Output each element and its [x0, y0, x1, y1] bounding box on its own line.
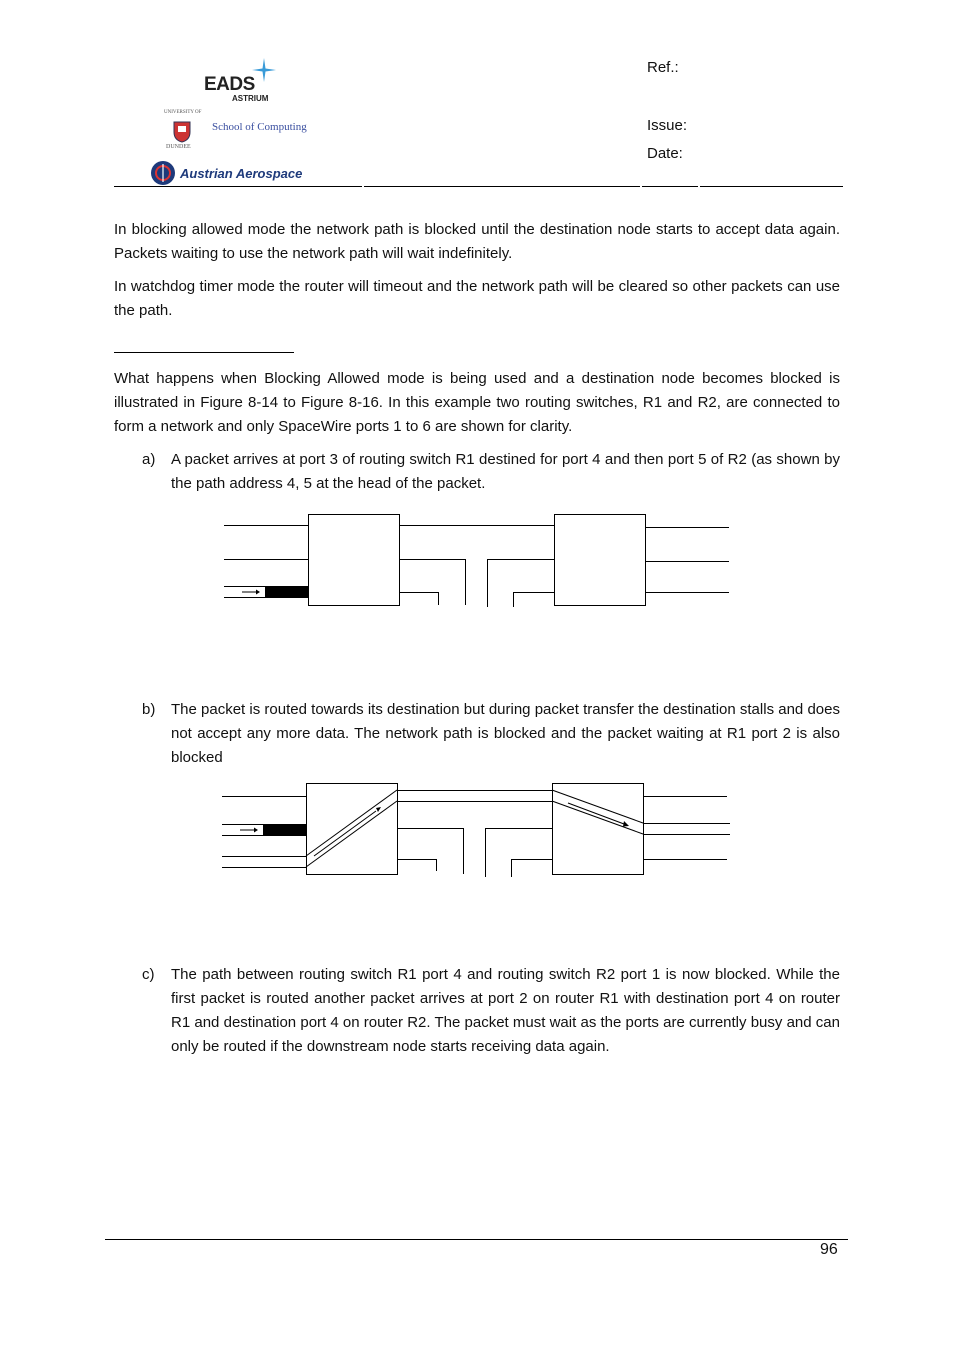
dundee-univ-text: UNIVERSITY OF: [164, 110, 202, 115]
port-line: [486, 829, 553, 878]
date-label: Date:: [647, 145, 683, 162]
footer-rule: [105, 1239, 848, 1240]
paragraph-blocking-allowed: In blocking allowed mode the network path is blocked until the destination node starts to accept data again. Packets waiting to use the network path will wait indefinitely.: [114, 221, 840, 262]
header-rule: [364, 186, 640, 187]
austrian-globe-icon: [150, 160, 176, 186]
packet-head: [263, 824, 306, 836]
router-r1-box: [307, 784, 398, 875]
port-line: [512, 860, 553, 878]
list-marker: a): [142, 451, 156, 468]
port-line: [400, 560, 466, 606]
austrian-aerospace-logo: [150, 160, 340, 186]
header-rule: [114, 186, 362, 187]
eads-astrium-logo: [200, 56, 280, 106]
paragraph-watchdog: In watchdog timer mode the router will timeout and the network path will be cleared so other packets can use the path.: [114, 278, 840, 319]
router-r2-box: [555, 515, 646, 606]
list-marker: c): [142, 966, 155, 983]
ref-label: Ref.:: [647, 59, 679, 76]
dundee-crest-icon: [172, 120, 192, 142]
arrow-head-icon: [623, 821, 629, 827]
paragraph-illustration: What happens when Blocking Allowed mode is being used and a destination node becomes blocked is illustrated in Figure 8-14 to Figure 8-16. In this example two routing switches, R1 and R2, are connected to form a network and only SpaceWire ports 1 to 6 are shown for clarity.: [114, 370, 840, 435]
arrow-head-icon: [254, 828, 258, 833]
list-item: [142, 448, 840, 496]
austrian-aerospace-text: Austrian Aerospace: [180, 166, 303, 181]
star-icon: [252, 58, 276, 82]
arrow-head-icon: [376, 807, 381, 812]
list-item: [142, 698, 840, 770]
dundee-name-text: DUNDEE: [166, 144, 191, 150]
port-line: [514, 593, 555, 608]
list-item-text: The path between routing switch R1 port 4 and routing switch R2 port 1 is now blocked. While the first packet is routed another packet arrives at port 2 on router R1 with destination port 4 on router R1 and destination port 4 on router R2. The packet must wait as the ports are currently busy and can only be routed if the downstream node starts receiving data again.: [171, 966, 840, 1055]
page-number: 96: [820, 1241, 838, 1258]
port-line: [488, 560, 555, 608]
eads-logo-text: EADS: [204, 74, 255, 95]
port-line: [400, 593, 439, 606]
header-rule: [700, 186, 843, 187]
list-item-text: The packet is routed towards its destination but during packet transfer the destination stalls and does not accept any more data. The network path is blocked and the packet waiting at R1 port 2 is also blocked: [171, 701, 840, 766]
list-item-text: A packet arrives at port 3 of routing switch R1 destined for port 4 and then port 5 of R2 (as shown by the path address 4, 5 at the head of the packet.: [171, 451, 840, 492]
issue-label: Issue:: [647, 117, 688, 134]
arrow-head-icon: [256, 590, 260, 595]
route-line: [552, 790, 643, 823]
astrium-logo-text: ASTRIUM: [232, 94, 269, 103]
header-rule: [642, 186, 698, 187]
port-line: [398, 860, 437, 872]
dundee-logo: [150, 110, 330, 156]
route-arrow-icon: [568, 803, 624, 824]
route-line: [306, 801, 397, 867]
route-arrow-icon: [314, 811, 376, 856]
school-of-computing-text: School of Computing: [212, 121, 307, 133]
list-item: [142, 963, 840, 1059]
router-r1-box: [309, 515, 400, 606]
port-line: [398, 829, 464, 875]
router-r2-box: [553, 784, 644, 875]
list-marker: b): [142, 701, 156, 718]
section-separator: [114, 352, 294, 353]
route-line: [552, 801, 643, 834]
packet-head: [265, 586, 308, 598]
route-line: [306, 790, 397, 856]
